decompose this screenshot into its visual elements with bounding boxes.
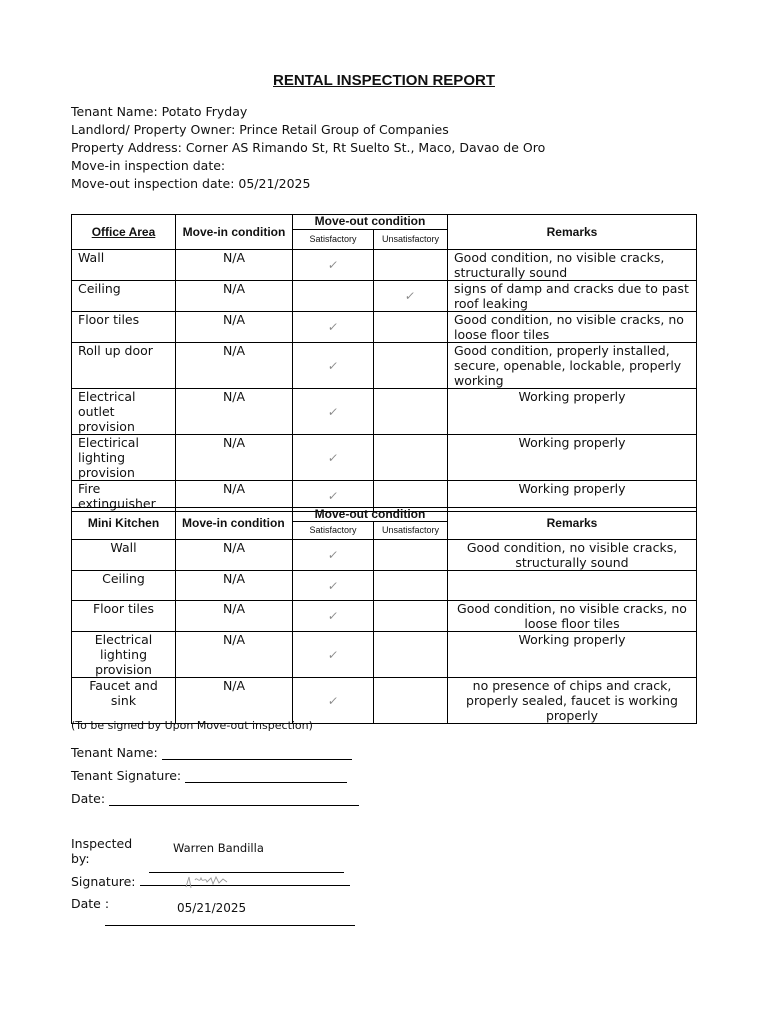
move-in-cell: N/A: [176, 601, 293, 632]
office-row: [72, 389, 697, 435]
satisfactory-cell: [293, 601, 374, 632]
area-cell: Ceiling: [72, 571, 176, 601]
inspector-name-line: [149, 872, 344, 873]
unsatisfactory-cell: [374, 435, 448, 481]
check-mark-icon: ✓: [326, 404, 340, 419]
remarks-cell: Working properly: [448, 435, 697, 481]
unsatisfactory-cell: [374, 678, 448, 724]
unsatisfactory-cell: [374, 389, 448, 435]
inspection-date-value: 05/21/2025: [177, 901, 247, 915]
move-in-cell: N/A: [176, 540, 293, 571]
satisfactory-cell: [293, 250, 374, 281]
move-in-cell: N/A: [176, 389, 293, 435]
signing-note: (To be signed by Upon Move-out inspection): [71, 719, 313, 732]
move-in-header: Move-in condition: [176, 215, 293, 250]
office-area-header: Office Area: [72, 215, 176, 250]
handwritten-signature: [183, 872, 233, 892]
remarks-cell: Good condition, properly installed, secure, openable, lockable, properly working: [448, 343, 697, 389]
check-mark-icon: ✓: [404, 289, 417, 303]
satisfactory-cell: [293, 540, 374, 571]
signature-line: [140, 885, 350, 886]
remarks-header: Remarks: [448, 215, 697, 250]
check-mark-icon: ✓: [326, 258, 340, 272]
remarks-cell: signs of damp and cracks due to past roof leaking: [448, 281, 697, 312]
tenant-date-line[interactable]: [109, 792, 359, 806]
unsatisfactory-cell: [374, 540, 448, 571]
move-in-cell: N/A: [176, 343, 293, 389]
mini-kitchen-header: Mini Kitchen: [72, 508, 176, 540]
kitchen-row: [72, 571, 697, 601]
unsatisfactory-cell: [374, 250, 448, 281]
satisfactory-cell: [293, 571, 374, 601]
kitchen-row: [72, 601, 697, 632]
office-row: [72, 435, 697, 481]
tenant-name-field: Tenant Name:: [71, 745, 352, 760]
area-cell: Wall: [72, 250, 176, 281]
move-in-cell: N/A: [176, 481, 293, 512]
area-cell: Wall: [72, 540, 176, 571]
unsatisfactory-cell: [374, 312, 448, 343]
satisfactory-cell: [293, 312, 374, 343]
kitchen-row: [72, 678, 697, 724]
check-mark-icon: ✓: [326, 647, 340, 662]
remarks-cell: Working properly: [448, 632, 697, 678]
unsatisfactory-header: Unsatisfactory: [374, 230, 448, 250]
move-in-cell: N/A: [176, 435, 293, 481]
check-mark-icon: ✓: [326, 358, 340, 373]
satisfactory-cell: [293, 678, 374, 724]
tenant-name-line[interactable]: [162, 746, 352, 760]
signature-label: Signature:: [71, 874, 136, 889]
check-mark-icon: ✓: [326, 578, 340, 593]
move-out-date-line: Move-out inspection date: 05/21/2025: [71, 176, 311, 191]
unsatisfactory-cell: [374, 632, 448, 678]
check-mark-icon: ✓: [326, 609, 340, 623]
satisfactory-header: Satisfactory: [293, 230, 374, 250]
satisfactory-header: Satisfactory: [293, 522, 374, 540]
tenant-name-line: Tenant Name: Potato Fryday: [71, 104, 248, 119]
move-in-cell: N/A: [176, 678, 293, 724]
check-mark-icon: ✓: [326, 548, 340, 562]
satisfactory-cell: [293, 389, 374, 435]
remarks-cell: Working properly: [448, 389, 697, 435]
remarks-cell: Good condition, no visible cracks, no loose floor tiles: [448, 601, 697, 632]
tenant-signature-field: Tenant Signature:: [71, 768, 347, 783]
check-mark-icon: ✓: [326, 320, 340, 334]
area-cell: Ceiling: [72, 281, 176, 312]
date-label: Date :: [71, 896, 110, 911]
remarks-cell: Good condition, no visible cracks, no loose floor tiles: [448, 312, 697, 343]
remarks-cell: [448, 571, 697, 601]
unsatisfactory-header: Unsatisfactory: [374, 522, 448, 540]
move-in-cell: N/A: [176, 312, 293, 343]
area-cell: Fire extinguisher: [72, 481, 176, 512]
check-mark-icon: ✓: [326, 450, 340, 465]
remarks-cell: Good condition, no visible cracks, structurally sound: [448, 250, 697, 281]
area-cell: Floor tiles: [72, 601, 176, 632]
mini-kitchen-table: [71, 507, 697, 724]
area-cell: Electrical lighting provision: [72, 632, 176, 678]
satisfactory-cell: [293, 632, 374, 678]
tenant-date-field: Date:: [71, 791, 359, 806]
office-row: [72, 281, 697, 312]
office-row: [72, 343, 697, 389]
kitchen-row: [72, 632, 697, 678]
office-row: [72, 312, 697, 343]
remarks-cell: Good condition, no visible cracks, structurally sound: [448, 540, 697, 571]
property-info: [71, 103, 545, 193]
move-in-header: Move-in condition: [176, 508, 293, 540]
unsatisfactory-cell: [374, 571, 448, 601]
move-in-date-line: Move-in inspection date:: [71, 158, 226, 173]
area-cell: Electirical lighting provision: [72, 435, 176, 481]
area-cell: Roll up door: [72, 343, 176, 389]
move-out-header: Move-out condition: [293, 215, 448, 230]
report-title: RENTAL INSPECTION REPORT: [273, 72, 495, 89]
remarks-cell: Working properly: [448, 481, 697, 512]
satisfactory-cell: [293, 343, 374, 389]
move-in-cell: N/A: [176, 281, 293, 312]
inspected-by-label: Inspected by:: [71, 836, 133, 866]
unsatisfactory-cell: [374, 343, 448, 389]
satisfactory-cell: [293, 281, 374, 312]
inspector-name: Warren Bandilla: [173, 841, 264, 855]
area-cell: Electrical outlet provision: [72, 389, 176, 435]
tenant-signature-line[interactable]: [185, 769, 347, 783]
address-line: Property Address: Corner AS Rimando St, Rt Suelto St., Maco, Davao de Oro: [71, 140, 546, 155]
move-in-cell: N/A: [176, 571, 293, 601]
kitchen-row: [72, 540, 697, 571]
inspection-date-line: [105, 925, 355, 926]
area-cell: Floor tiles: [72, 312, 176, 343]
unsatisfactory-cell: [374, 281, 448, 312]
remarks-header: Remarks: [448, 508, 697, 540]
unsatisfactory-cell: [374, 601, 448, 632]
move-in-cell: N/A: [176, 250, 293, 281]
check-mark-icon: ✓: [326, 489, 340, 503]
satisfactory-cell: [293, 435, 374, 481]
landlord-line: Landlord/ Property Owner: Prince Retail Group of Companies: [71, 122, 449, 137]
move-out-header: Move-out condition: [293, 508, 448, 522]
office-area-table: [71, 214, 697, 512]
office-row: [72, 250, 697, 281]
remarks-cell: no presence of chips and crack, properly sealed, faucet is working properly: [448, 678, 697, 724]
check-mark-icon: ✓: [326, 693, 340, 708]
area-cell: Faucet and sink: [72, 678, 176, 724]
move-in-cell: N/A: [176, 632, 293, 678]
